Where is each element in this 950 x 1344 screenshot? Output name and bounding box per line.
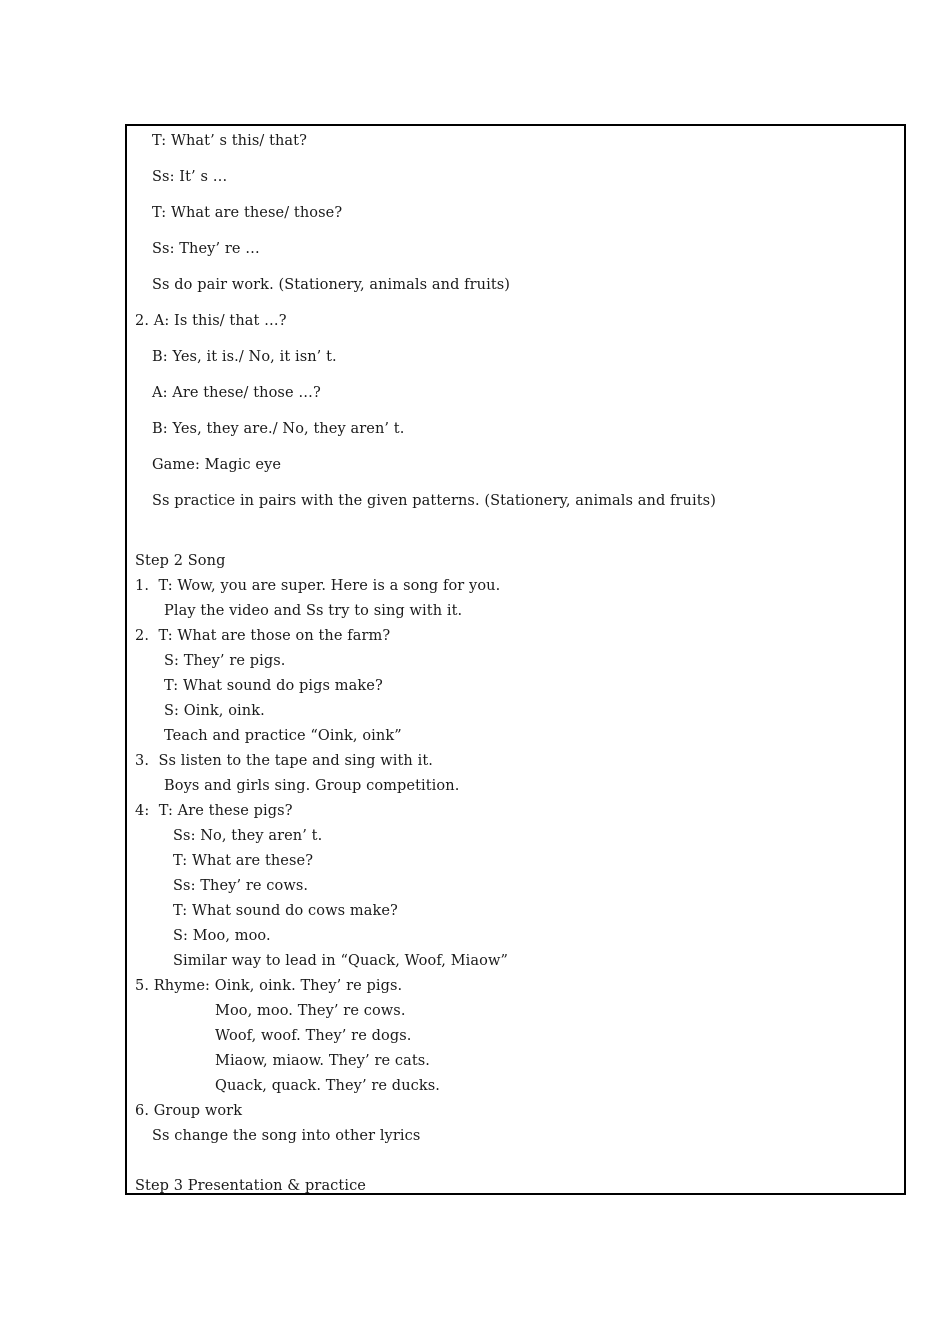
dialogue-line: B: Yes, it is./ No, it isn’ t.: [152, 349, 337, 365]
activity-line: Game: Magic eye: [152, 457, 282, 473]
activity-line: Ss do pair work. (Stationery, animals and fruits): [152, 277, 511, 293]
rhyme-line: Miaow, miaow. They’ re cats.: [215, 1053, 431, 1069]
lesson-plan-table-cell: [125, 124, 906, 1195]
dialogue-line: A: Are these/ those …?: [152, 385, 321, 401]
item-detail: S: They’ re pigs.: [164, 653, 286, 669]
rhyme-line: Woof, woof. They’ re dogs.: [215, 1028, 412, 1044]
item-detail: S: Moo, moo.: [173, 928, 271, 944]
dialogue-line: Ss: It’ s …: [152, 169, 228, 185]
dialogue-line: T: What’ s this/ that?: [152, 133, 307, 149]
item-detail: Play the video and Ss try to sing with it.: [164, 603, 463, 619]
item-detail: Ss: No, they aren’ t.: [173, 828, 323, 844]
rhyme-line: Quack, quack. They’ re ducks.: [215, 1078, 440, 1094]
numbered-item: 2. T: What are those on the farm?: [135, 628, 391, 644]
numbered-item: 5. Rhyme: Oink, oink. They’ re pigs.: [135, 978, 403, 994]
activity-line: Ss practice in pairs with the given patterns. (Stationery, animals and fruits): [152, 493, 716, 509]
dialogue-line: B: Yes, they are./ No, they aren’ t.: [152, 421, 405, 437]
item-detail: T: What sound do cows make?: [173, 903, 398, 919]
numbered-item: 3. Ss listen to the tape and sing with it.: [135, 753, 433, 769]
item-detail: Ss change the song into other lyrics: [152, 1128, 421, 1144]
item-detail: T: What sound do pigs make?: [164, 678, 383, 694]
dialogue-line: T: What are these/ those?: [152, 205, 343, 221]
numbered-item: 1. T: Wow, you are super. Here is a song for you.: [135, 578, 501, 594]
numbered-item: 4: T: Are these pigs?: [135, 803, 293, 819]
item-detail: S: Oink, oink.: [164, 703, 265, 719]
step-heading: Step 3 Presentation & practice: [135, 1178, 366, 1194]
dialogue-line: Ss: They’ re …: [152, 241, 260, 257]
step-heading: Step 2 Song: [135, 553, 226, 569]
rhyme-line: Moo, moo. They’ re cows.: [215, 1003, 406, 1019]
numbered-item: 2. A: Is this/ that …?: [135, 313, 287, 329]
item-detail: T: What are these?: [173, 853, 314, 869]
item-detail: Boys and girls sing. Group competition.: [164, 778, 460, 794]
item-detail: Teach and practice “Oink, oink”: [164, 728, 402, 744]
numbered-item: 6. Group work: [135, 1103, 243, 1119]
item-detail: Ss: They’ re cows.: [173, 878, 309, 894]
item-detail: Similar way to lead in “Quack, Woof, Miaow”: [173, 953, 508, 969]
